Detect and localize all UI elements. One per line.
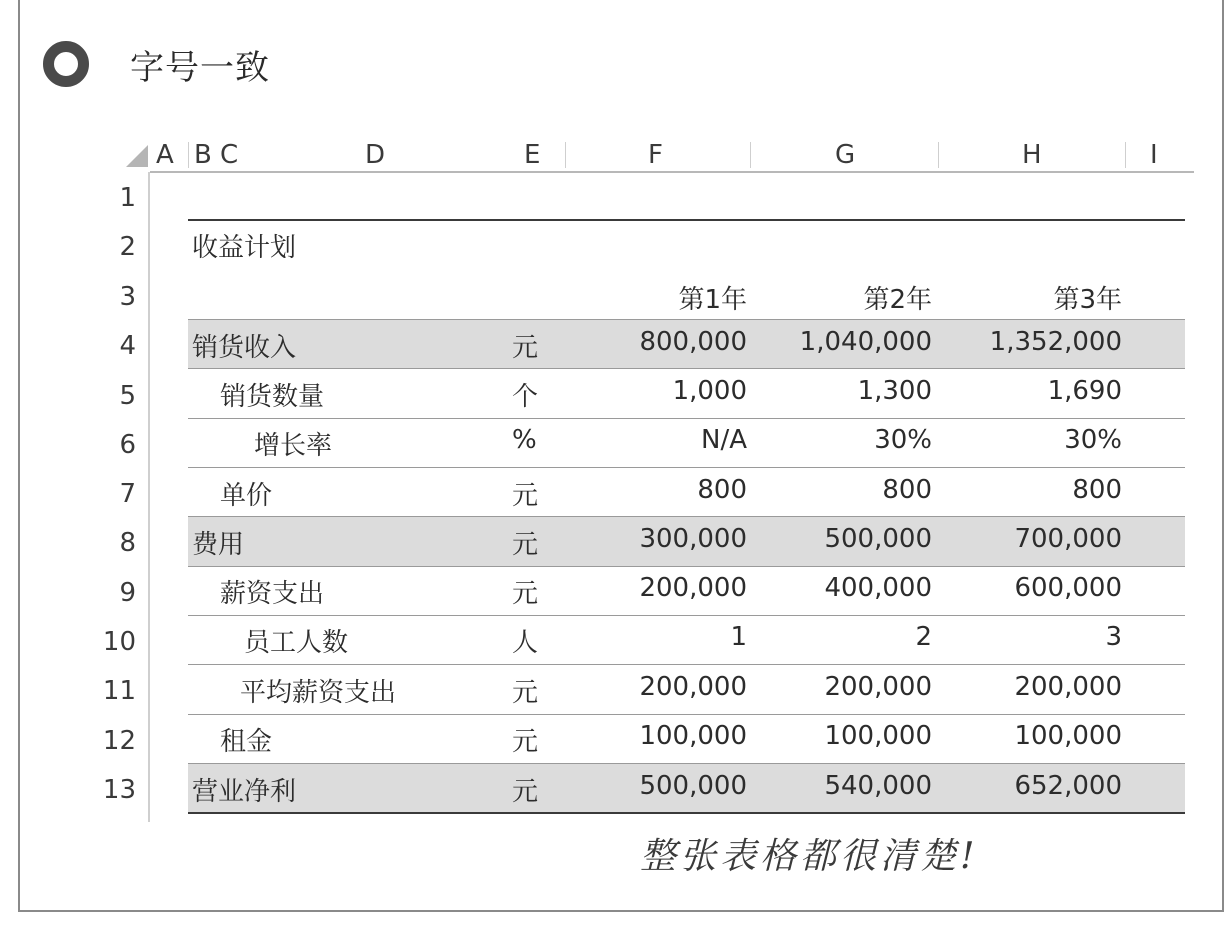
row-number-3[interactable]: 3 xyxy=(119,282,136,312)
value-cell[interactable]: 1,690 xyxy=(1047,376,1122,406)
column-header-e[interactable]: E xyxy=(524,140,541,170)
row-label-expenses[interactable]: 费用 xyxy=(192,530,245,560)
value-cell[interactable]: 500,000 xyxy=(639,771,747,801)
value-cell[interactable]: 200,000 xyxy=(824,672,932,702)
unit-cell[interactable]: 元 xyxy=(512,777,539,807)
row-label-sales-revenue[interactable]: 销货收入 xyxy=(192,333,297,363)
year-header-1[interactable]: 第1年 xyxy=(678,285,747,315)
column-header-a[interactable]: A xyxy=(156,140,174,170)
value-cell[interactable]: 800 xyxy=(697,475,747,505)
value-cell[interactable]: 30% xyxy=(874,425,932,455)
row-label-unit-price[interactable]: 单价 xyxy=(220,481,273,511)
value-cell[interactable]: 100,000 xyxy=(824,721,932,751)
column-divider xyxy=(1125,142,1126,168)
handwritten-caption: 整张表格都很清楚! xyxy=(640,836,979,877)
unit-cell[interactable]: 元 xyxy=(512,678,539,708)
year-header-3[interactable]: 第3年 xyxy=(1053,285,1122,315)
row-number-6[interactable]: 6 xyxy=(119,430,136,460)
column-header-d[interactable]: D xyxy=(365,140,386,170)
row-number-5[interactable]: 5 xyxy=(119,381,136,411)
column-divider xyxy=(188,142,189,168)
unit-cell[interactable]: % xyxy=(512,425,537,455)
row-rule xyxy=(188,516,1185,517)
table-title[interactable]: 收益计划 xyxy=(192,233,297,263)
row-number-1[interactable]: 1 xyxy=(119,183,136,213)
value-cell[interactable]: 200,000 xyxy=(1014,672,1122,702)
row-label-average-salary[interactable]: 平均薪资支出 xyxy=(240,678,397,708)
unit-cell[interactable]: 个 xyxy=(512,382,539,412)
row-number-12[interactable]: 12 xyxy=(102,726,136,756)
value-cell[interactable]: 200,000 xyxy=(639,573,747,603)
row-number-9[interactable]: 9 xyxy=(119,578,136,608)
value-cell[interactable]: 2 xyxy=(915,622,932,652)
row-rule xyxy=(188,566,1185,567)
row-label-operating-profit[interactable]: 营业净利 xyxy=(192,777,297,807)
row-rule xyxy=(188,664,1185,665)
column-header-i[interactable]: I xyxy=(1150,140,1158,170)
value-cell[interactable]: 800,000 xyxy=(639,327,747,357)
table-bottom-rule xyxy=(188,812,1185,814)
column-header-c[interactable]: C xyxy=(220,140,239,170)
value-cell[interactable]: 600,000 xyxy=(1014,573,1122,603)
circle-bullet-icon xyxy=(43,41,89,87)
row-rule xyxy=(188,714,1185,715)
row-label-headcount[interactable]: 员工人数 xyxy=(244,628,349,658)
value-cell[interactable]: 300,000 xyxy=(639,524,747,554)
unit-cell[interactable]: 元 xyxy=(512,530,539,560)
table-top-rule xyxy=(188,219,1185,221)
value-cell[interactable]: 1,040,000 xyxy=(799,327,932,357)
value-cell[interactable]: 1,000 xyxy=(672,376,747,406)
value-cell[interactable]: 100,000 xyxy=(639,721,747,751)
value-cell[interactable]: 1,300 xyxy=(857,376,932,406)
value-cell[interactable]: 30% xyxy=(1064,425,1122,455)
value-cell[interactable]: 1 xyxy=(730,622,747,652)
column-header-b[interactable]: B xyxy=(194,140,212,170)
column-divider xyxy=(938,142,939,168)
value-cell[interactable]: N/A xyxy=(701,425,747,455)
column-header-f[interactable]: F xyxy=(648,140,663,170)
row-number-10[interactable]: 10 xyxy=(102,627,136,657)
value-cell[interactable]: 200,000 xyxy=(639,672,747,702)
unit-cell[interactable]: 人 xyxy=(512,628,539,658)
row-label-rent[interactable]: 租金 xyxy=(220,727,273,757)
value-cell[interactable]: 1,352,000 xyxy=(989,327,1122,357)
column-header-h[interactable]: H xyxy=(1022,140,1042,170)
value-cell[interactable]: 800 xyxy=(1072,475,1122,505)
unit-cell[interactable]: 元 xyxy=(512,481,539,511)
value-cell[interactable]: 540,000 xyxy=(824,771,932,801)
row-rule xyxy=(188,368,1185,369)
value-cell[interactable]: 500,000 xyxy=(824,524,932,554)
column-divider xyxy=(750,142,751,168)
row-rule xyxy=(188,418,1185,419)
row-label-salary-expense[interactable]: 薪资支出 xyxy=(220,579,325,609)
column-header-border xyxy=(150,171,1194,173)
row-label-sales-quantity[interactable]: 销货数量 xyxy=(220,382,325,412)
row-rule xyxy=(188,467,1185,468)
row-number-7[interactable]: 7 xyxy=(119,479,136,509)
row-number-13[interactable]: 13 xyxy=(102,775,136,805)
value-cell[interactable]: 800 xyxy=(882,475,932,505)
row-header-border xyxy=(148,172,150,822)
unit-cell[interactable]: 元 xyxy=(512,579,539,609)
row-rule xyxy=(188,319,1185,320)
row-number-2[interactable]: 2 xyxy=(119,232,136,262)
unit-cell[interactable]: 元 xyxy=(512,727,539,757)
page-heading: 字号一致 xyxy=(130,48,270,88)
select-all-corner-icon[interactable] xyxy=(126,145,148,167)
value-cell[interactable]: 652,000 xyxy=(1014,771,1122,801)
row-rule xyxy=(188,763,1185,764)
value-cell[interactable]: 100,000 xyxy=(1014,721,1122,751)
column-divider xyxy=(565,142,566,168)
value-cell[interactable]: 700,000 xyxy=(1014,524,1122,554)
row-label-growth-rate[interactable]: 增长率 xyxy=(254,431,333,461)
row-number-4[interactable]: 4 xyxy=(119,331,136,361)
year-header-2[interactable]: 第2年 xyxy=(863,285,932,315)
value-cell[interactable]: 3 xyxy=(1105,622,1122,652)
column-header-g[interactable]: G xyxy=(835,140,856,170)
row-number-8[interactable]: 8 xyxy=(119,528,136,558)
value-cell[interactable]: 400,000 xyxy=(824,573,932,603)
row-rule xyxy=(188,615,1185,616)
row-number-11[interactable]: 11 xyxy=(102,676,136,706)
unit-cell[interactable]: 元 xyxy=(512,333,539,363)
